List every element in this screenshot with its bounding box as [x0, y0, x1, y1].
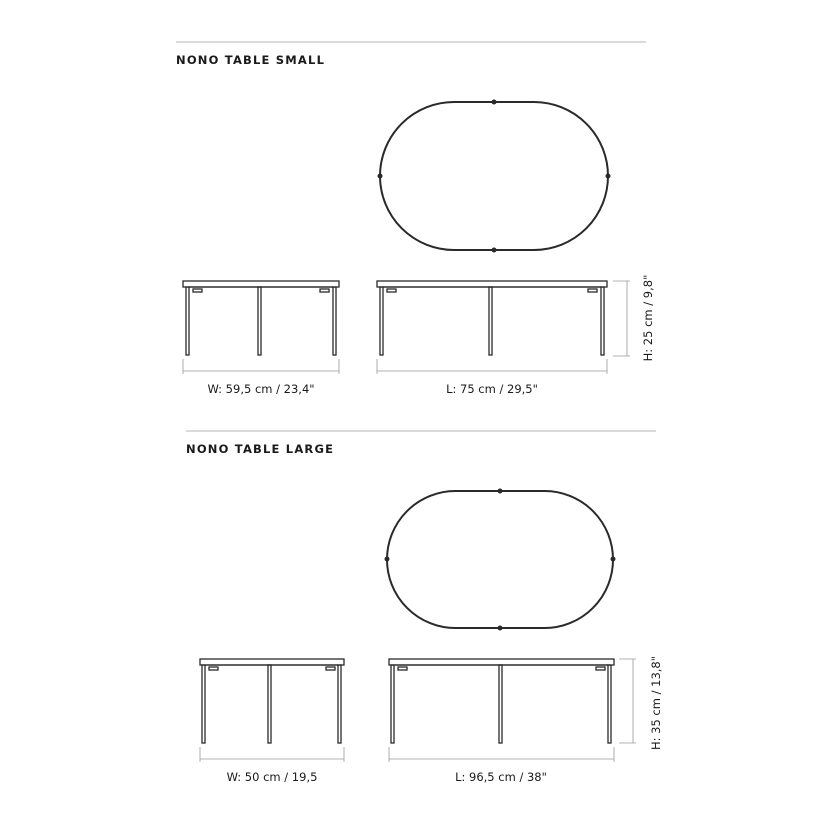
small-dimension-lines — [183, 281, 630, 374]
small-table-side-view — [183, 281, 339, 355]
section-title-small: NONO TABLE SMALL — [176, 53, 326, 67]
section-title-large: NONO TABLE LARGE — [186, 442, 335, 456]
large-table-front-view — [389, 659, 614, 743]
width-dimension-large: W: 50 cm / 19,5 — [226, 770, 318, 784]
small-table-top-view — [378, 100, 611, 253]
length-dimension-small: L: 75 cm / 29,5" — [446, 382, 538, 396]
large-table-side-view — [200, 659, 344, 743]
width-dimension-small: W: 59,5 cm / 23,4" — [207, 382, 315, 396]
large-dimension-lines — [200, 659, 636, 762]
height-dimension-small: H: 25 cm / 9,8" — [641, 274, 655, 362]
length-dimension-large: L: 96,5 cm / 38" — [455, 770, 547, 784]
large-table-top-view — [385, 489, 616, 631]
small-table-front-view — [377, 281, 607, 355]
height-dimension-large: H: 35 cm / 13,8" — [649, 655, 663, 751]
